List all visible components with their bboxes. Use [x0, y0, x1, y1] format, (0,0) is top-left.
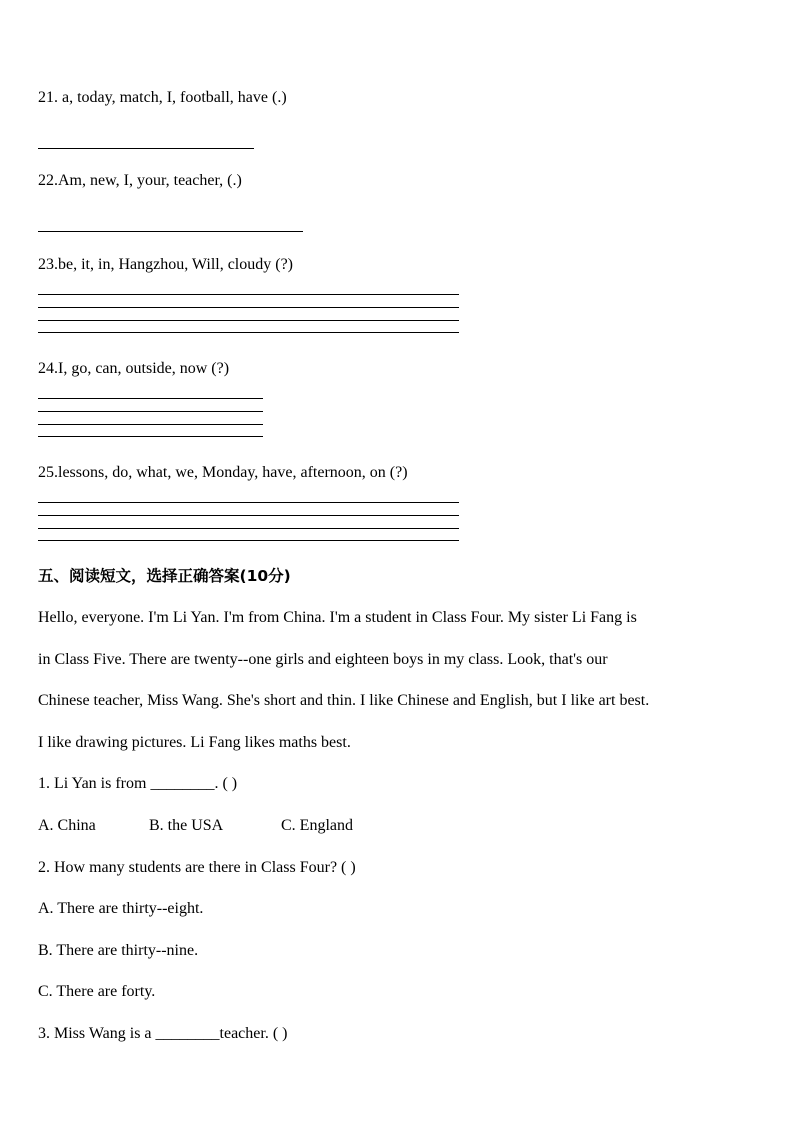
question-23 — [38, 255, 293, 275]
answer-line[interactable] — [38, 231, 303, 232]
passage-line: I like drawing pictures. Li Fang likes maths best. — [38, 734, 351, 751]
question-number: 23 — [38, 256, 54, 273]
question-24 — [38, 359, 229, 379]
answer-line[interactable] — [38, 398, 263, 399]
question-text: .I, go, can, outside, now (?) — [54, 360, 230, 377]
option-b[interactable]: B. There are thirty--nine. — [38, 942, 199, 959]
section-heading: 五、阅读短文，选择正确答案(10分) — [38, 567, 291, 585]
option-c[interactable]: C. England — [281, 817, 353, 834]
question-number: 22 — [38, 172, 54, 189]
answer-line[interactable] — [38, 332, 459, 333]
answer-line[interactable] — [38, 424, 263, 425]
mc-question-1-stem: 1. Li Yan is from ________. ( ) — [38, 775, 238, 792]
answer-line[interactable] — [38, 411, 263, 412]
option-c[interactable]: C. There are forty. — [38, 983, 156, 1000]
option-a[interactable]: A. There are thirty--eight. — [38, 900, 204, 917]
answer-line[interactable] — [38, 528, 459, 529]
passage-line: Hello, everyone. I'm Li Yan. I'm from China. I'm a student in Class Four. My sister Li Fang is — [38, 609, 637, 626]
mc-question-3-stem: 3. Miss Wang is a ________teacher. ( ) — [38, 1025, 288, 1042]
question-number: 25 — [38, 464, 54, 481]
answer-line[interactable] — [38, 436, 263, 437]
answer-line[interactable] — [38, 307, 459, 308]
mc-question-1-options — [38, 816, 353, 836]
question-number: 24 — [38, 360, 54, 377]
question-text: .be, it, in, Hangzhou, Will, cloudy (?) — [54, 256, 294, 273]
question-number: 21 — [38, 89, 54, 106]
question-21 — [38, 88, 287, 108]
question-22 — [38, 171, 242, 191]
question-text: . a, today, match, I, football, have (.) — [54, 89, 287, 106]
answer-line[interactable] — [38, 540, 459, 541]
answer-line[interactable] — [38, 294, 459, 295]
answer-line[interactable] — [38, 148, 254, 149]
question-text: .lessons, do, what, we, Monday, have, afternoon, on (?) — [54, 464, 408, 481]
answer-line[interactable] — [38, 320, 459, 321]
mc-question-2-stem: 2. How many students are there in Class Four? ( ) — [38, 859, 356, 876]
answer-line[interactable] — [38, 502, 459, 503]
question-text: .Am, new, I, your, teacher, (.) — [54, 172, 242, 189]
option-b[interactable]: B. the USA — [149, 817, 224, 834]
answer-line[interactable] — [38, 515, 459, 516]
passage-line: in Class Five. There are twenty--one girls and eighteen boys in my class. Look, that's our — [38, 651, 608, 668]
question-25 — [38, 463, 408, 483]
option-a[interactable]: A. China — [38, 817, 96, 834]
passage-line: Chinese teacher, Miss Wang. She's short and thin. I like Chinese and English, but I like art best. — [38, 692, 650, 709]
